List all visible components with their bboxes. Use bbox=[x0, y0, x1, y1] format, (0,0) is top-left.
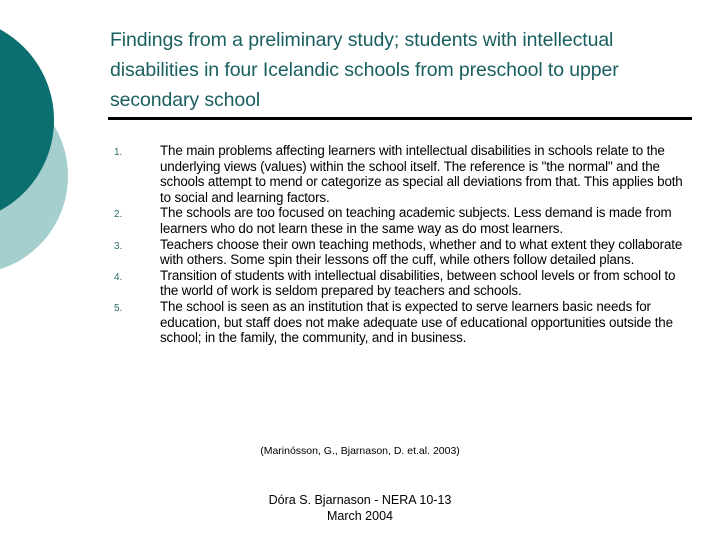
list-item-text: The schools are too focused on teaching academic subjects. Less demand is made from learners who do not learn these in the same way as do most learners. bbox=[160, 205, 672, 236]
footer-date-line: March 2004 bbox=[326, 509, 393, 523]
slide-title-block bbox=[110, 25, 696, 115]
list-item bbox=[112, 299, 694, 346]
source-citation: (Marinósson, G., Bjarnason, D. et.al. 2003) bbox=[260, 445, 460, 457]
list-item-number: 5. bbox=[114, 302, 123, 314]
slide-title: Findings from a preliminary study; students with intellectual disabilities in four Icelandic schools from preschool to upper secondary school bbox=[110, 29, 619, 111]
findings-list bbox=[112, 143, 694, 346]
decorative-circle-light bbox=[0, 78, 68, 274]
slide-footer bbox=[0, 492, 720, 524]
list-item-text: Transition of students with intellectual disabilities, between school levels or from school to the world of work is seldom prepared by teachers and schools. bbox=[160, 267, 676, 299]
decorative-circle-dark bbox=[0, 17, 54, 223]
list-item-text: The main problems affecting learners with intellectual disabilities in schools relate to the underlying views (values) within the school itself. The reference is "the normal" and the schools attempt to mend or categorize as special all deviations from that. This applies both to social and learning factors. bbox=[160, 143, 683, 205]
footer-author-line: Dóra S. Bjarnason - NERA 10-13 bbox=[268, 493, 452, 507]
list-item-number: 1. bbox=[114, 147, 123, 158]
list-item-number: 3. bbox=[114, 240, 123, 252]
list-item bbox=[112, 205, 694, 236]
list-item-text: The school is seen as an institution that is expected to serve learners basic needs for education, but staff does not make adequate use of educational opportunities outside the school; in the family, the community, and in business. bbox=[160, 298, 673, 346]
list-item bbox=[112, 268, 694, 299]
list-item-number: 2. bbox=[114, 209, 123, 221]
list-item-number: 4. bbox=[114, 271, 123, 283]
list-item bbox=[112, 143, 694, 205]
title-divider-rule bbox=[108, 117, 692, 120]
list-item bbox=[112, 237, 694, 268]
list-item-text: Teachers choose their own teaching methods, whether and to what extent they collaborate with others. Some spin their lessons off the cuff, while others follow detailed plans. bbox=[160, 236, 683, 268]
